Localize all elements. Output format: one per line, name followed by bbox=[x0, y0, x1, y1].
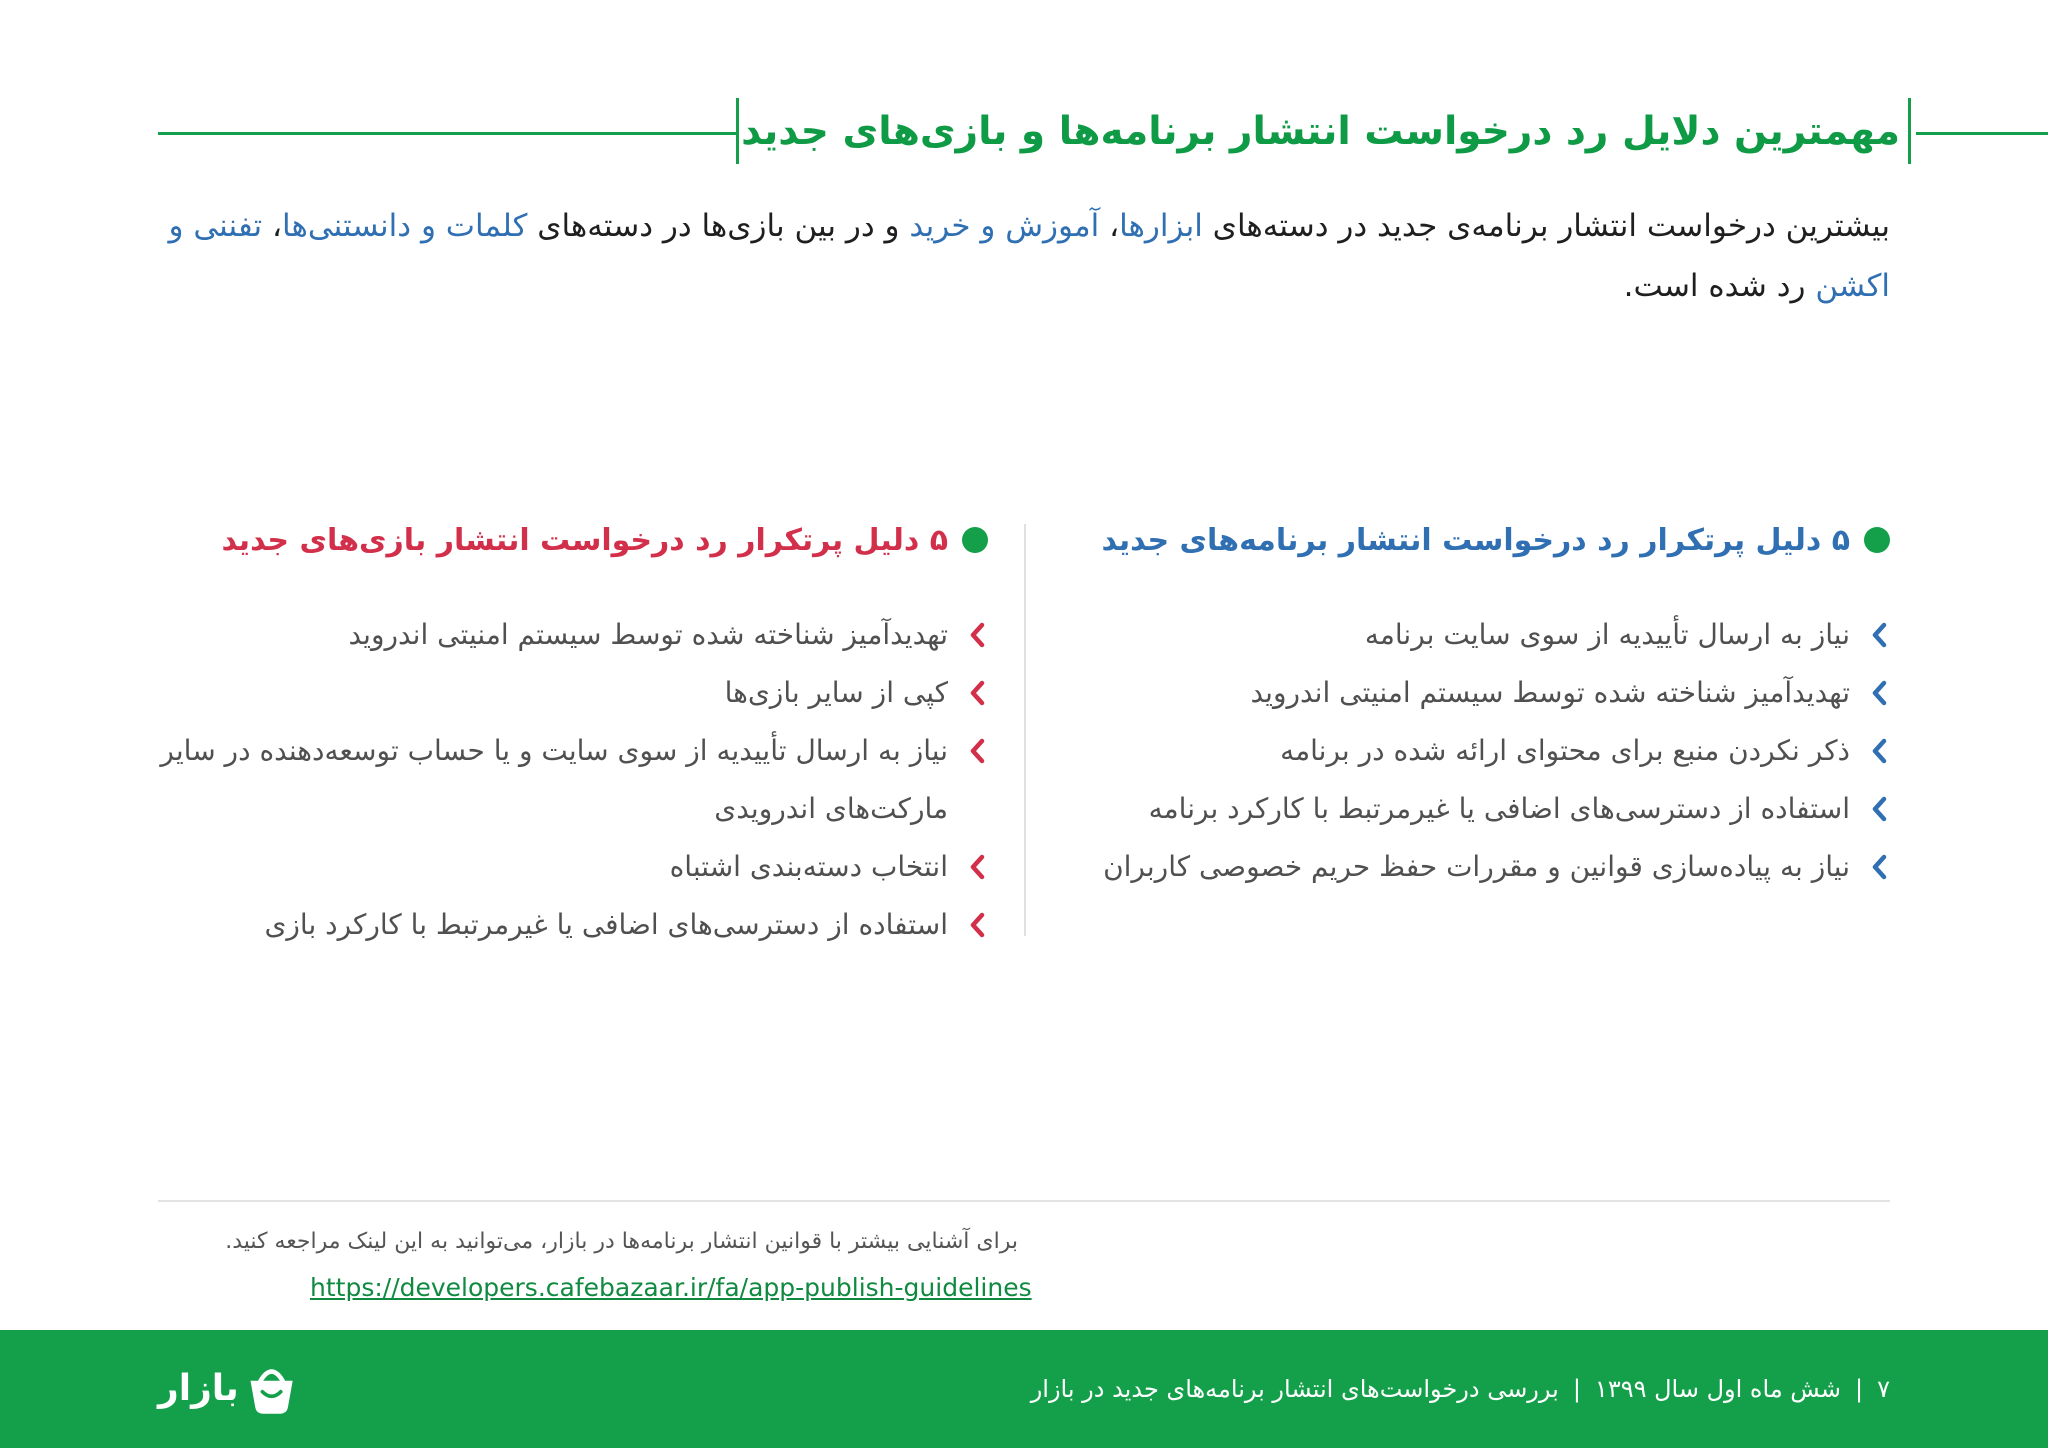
intro-text: و در بین بازی‌ها در دسته‌های bbox=[527, 208, 910, 244]
apps-reasons-column bbox=[1070, 510, 1890, 896]
guidelines-link[interactable]: https://developers.cafebazaar.ir/fa/app-publish-guidelines bbox=[310, 1273, 1032, 1302]
list-item bbox=[158, 722, 988, 838]
list-item-text: ذکر نکردن منبع برای محتوای ارائه شده در برنامه bbox=[1280, 734, 1850, 767]
list-item-text: تهدیدآمیز شناخته شده توسط سیستم امنیتی اندروید bbox=[1250, 676, 1850, 709]
report-period: شش ماه اول سال ۱۳۹۹ bbox=[1594, 1375, 1842, 1403]
games-heading-text: ۵ دلیل پرتکرار رد درخواست انتشار بازی‌های جدید bbox=[221, 522, 948, 558]
title-rule-right bbox=[1916, 132, 2048, 135]
list-item-text: نیاز به ارسال تأییدیه از سوی سایت برنامه bbox=[1364, 618, 1850, 651]
green-dot-icon bbox=[1864, 527, 1890, 553]
apps-heading-text: ۵ دلیل پرتکرار رد درخواست انتشار برنامه‌های جدید bbox=[1101, 522, 1850, 558]
chevron-left-icon bbox=[1868, 780, 1890, 838]
chevron-left-icon bbox=[1868, 606, 1890, 664]
list-item bbox=[158, 896, 988, 954]
games-reasons-column bbox=[158, 510, 988, 954]
apps-reasons-list bbox=[1070, 606, 1890, 896]
footer-separator: | bbox=[1572, 1375, 1581, 1403]
intro-comma: ، bbox=[1099, 208, 1120, 244]
games-heading bbox=[158, 510, 988, 570]
footnote-rule bbox=[158, 1200, 1890, 1202]
chevron-left-icon bbox=[966, 722, 988, 780]
highlight-words-trivia: کلمات و دانستنی‌ها bbox=[282, 208, 528, 244]
chevron-left-icon bbox=[966, 896, 988, 954]
intro-paragraph bbox=[158, 196, 1890, 316]
footer-text bbox=[1000, 1330, 1890, 1448]
chevron-left-icon bbox=[966, 664, 988, 722]
intro-text: بیشترین درخواست انتشار برنامه‌ی جدید در دسته‌های bbox=[1202, 208, 1890, 244]
list-item-text: نیاز به ارسال تأییدیه از سوی سایت و یا حساب توسعه‌دهنده در سایر مارکت‌های اندرویدی bbox=[160, 734, 948, 825]
highlight-tools: ابزارها bbox=[1119, 208, 1203, 244]
shopping-bag-icon bbox=[245, 1358, 298, 1420]
page-title-section bbox=[0, 96, 2048, 168]
list-item-text: استفاده از دسترسی‌های اضافی یا غیرمرتبط با کارکرد بازی bbox=[264, 908, 948, 941]
green-dot-icon bbox=[962, 527, 988, 553]
title-bracket-left bbox=[736, 98, 739, 164]
list-item bbox=[1070, 838, 1890, 896]
intro-comma: ، bbox=[262, 208, 283, 244]
list-item-text: نیاز به پیاده‌سازی قوانین و مقررات حفظ حریم خصوصی کاربران bbox=[1103, 850, 1850, 883]
highlight-casual-action: تفننی و اکشن bbox=[168, 208, 1890, 304]
title-rule-left bbox=[158, 132, 738, 135]
list-item bbox=[1070, 722, 1890, 780]
chevron-left-icon bbox=[1868, 664, 1890, 722]
list-item bbox=[1070, 664, 1890, 722]
page-number: ۷ bbox=[1877, 1375, 1890, 1403]
intro-text: رد شده است. bbox=[1623, 268, 1816, 304]
footnote-text: برای آشنایی بیشتر با قوانین انتشار برنامه‌ها در بازار، می‌توانید به این لینک مراجعه کنید. bbox=[225, 1229, 1018, 1254]
list-item bbox=[158, 606, 988, 664]
list-item-text: استفاده از دسترسی‌های اضافی یا غیرمرتبط با کارکرد برنامه bbox=[1148, 792, 1850, 825]
column-divider bbox=[1024, 524, 1026, 936]
list-item bbox=[158, 838, 988, 896]
footer-bar bbox=[0, 1330, 2048, 1448]
bazaar-logo bbox=[158, 1358, 298, 1420]
list-item bbox=[158, 664, 988, 722]
chevron-left-icon bbox=[1868, 722, 1890, 780]
footer-separator: | bbox=[1855, 1375, 1864, 1403]
chevron-left-icon bbox=[966, 838, 988, 896]
list-item-text: انتخاب دسته‌بندی اشتباه bbox=[669, 850, 948, 883]
title-bracket-right bbox=[1908, 98, 1911, 164]
list-item-text: تهدیدآمیز شناخته شده توسط سیستم امنیتی اندروید bbox=[348, 618, 948, 651]
chevron-left-icon bbox=[966, 606, 988, 664]
chevron-left-icon bbox=[1868, 838, 1890, 896]
highlight-education-shopping: آموزش و خرید bbox=[909, 208, 1100, 244]
list-item bbox=[1070, 780, 1890, 838]
report-title: بررسی درخواست‌های انتشار برنامه‌های جدید در بازار bbox=[1030, 1375, 1559, 1403]
games-reasons-list bbox=[158, 606, 988, 954]
logo-text: بازار bbox=[158, 1368, 239, 1409]
apps-heading bbox=[1070, 510, 1890, 570]
list-item-text: کپی از سایر بازی‌ها bbox=[724, 676, 948, 709]
page-title: مهمترین دلایل رد درخواست انتشار برنامه‌ها و بازی‌های جدید bbox=[741, 109, 1900, 154]
list-item bbox=[1070, 606, 1890, 664]
